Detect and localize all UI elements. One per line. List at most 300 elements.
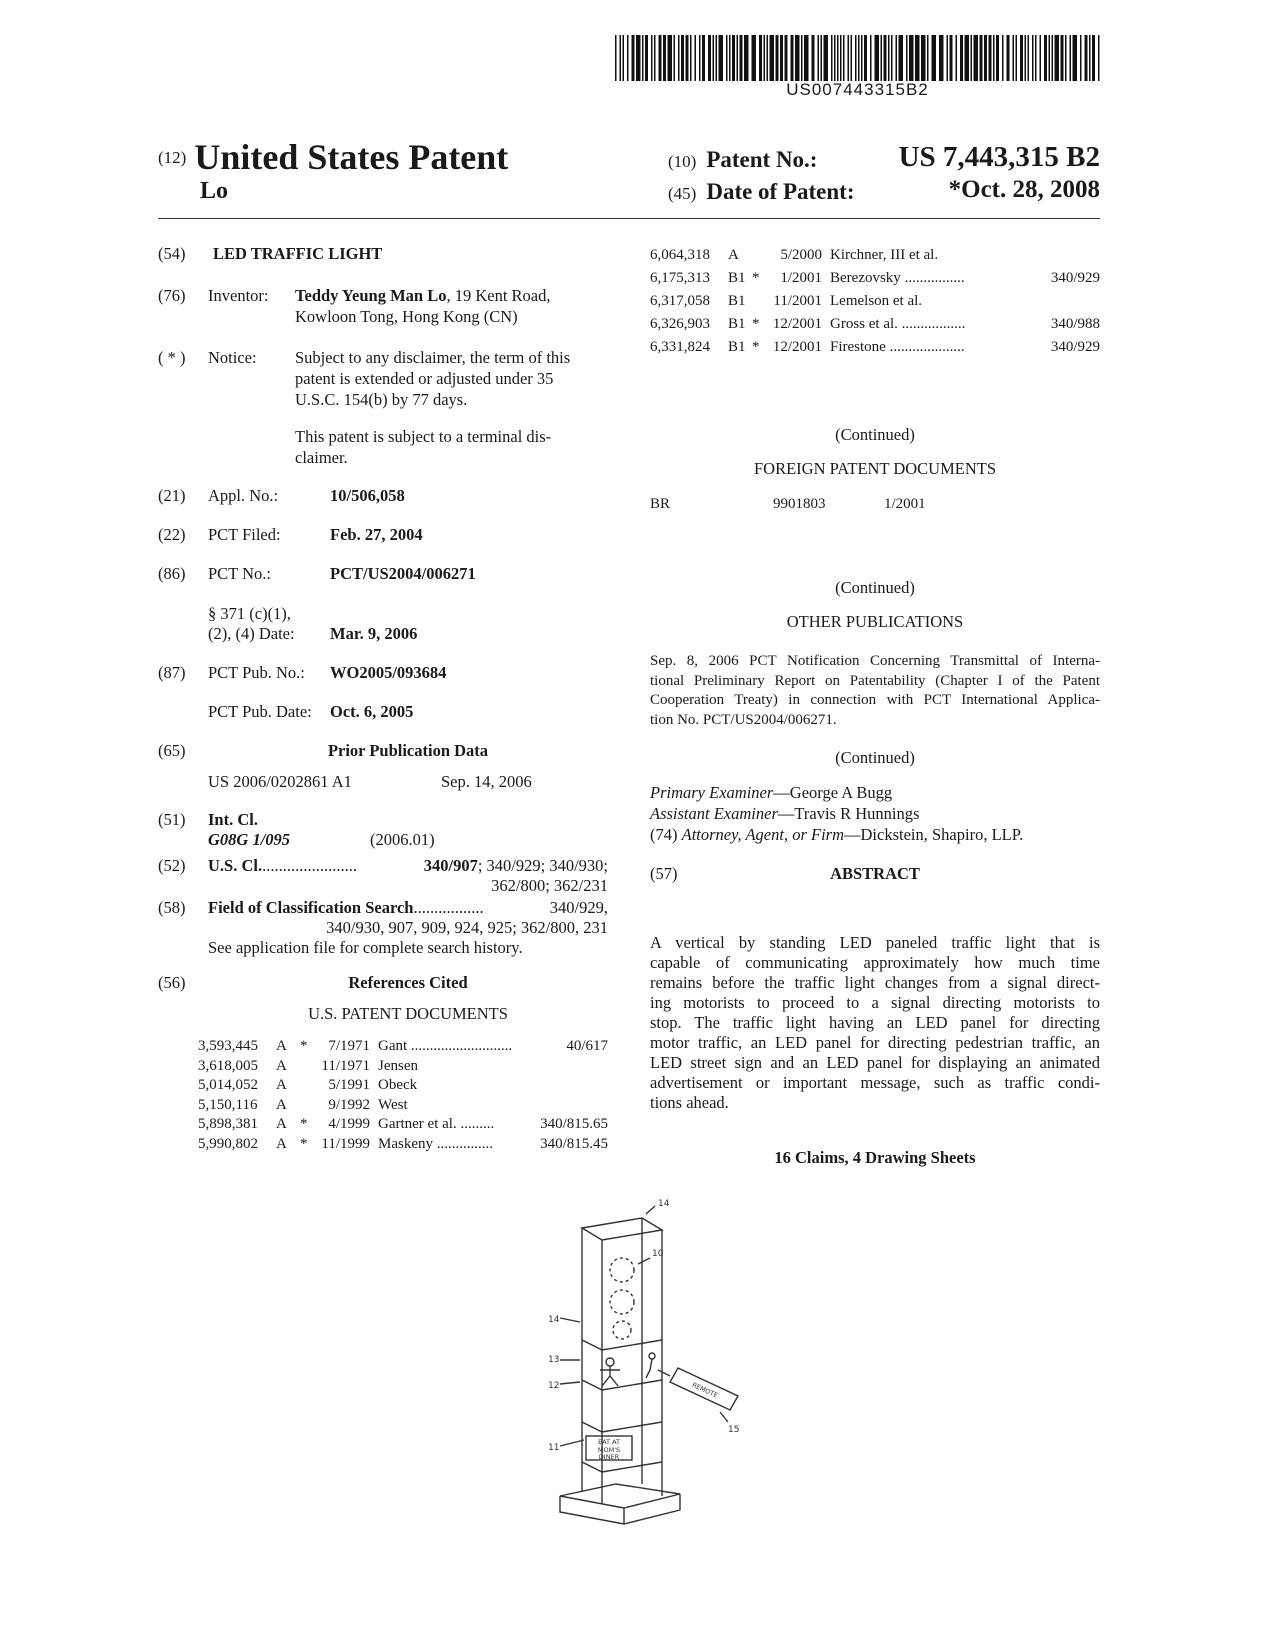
reference-row [198, 1135, 608, 1155]
field-54 [158, 244, 608, 264]
barcode-bar [645, 35, 648, 81]
ref-13: 13 [548, 1355, 560, 1365]
barcode-bar [726, 35, 728, 81]
ref-kind: A [276, 1116, 287, 1132]
barcode-bar [950, 35, 953, 81]
barcode-bar [993, 35, 995, 81]
int-cl-version: (2006.01) [370, 830, 435, 849]
barcode [615, 35, 1100, 81]
continued-1: (Continued) [835, 425, 915, 444]
code-86: (86) [158, 564, 186, 583]
ref-class [1096, 290, 1100, 313]
barcode-bar [708, 35, 711, 81]
ref-10: 10 [652, 1249, 664, 1259]
barcode-bar [785, 35, 788, 81]
field-87 [158, 663, 608, 721]
patent-title: United States Patent [194, 137, 509, 177]
ref-number: 5,014,052 [198, 1077, 258, 1093]
int-cl-label: Int. Cl. [208, 810, 258, 829]
ref-dots: ................. [897, 316, 966, 332]
field-search-label: Field of Classification Search [208, 898, 414, 917]
primary-examiner [650, 782, 1100, 803]
field-search-dots: ................. [413, 898, 484, 917]
inventor-address-2: Kowloon Tong, Hong Kong (CN) [295, 307, 518, 326]
kind-code-12: (12) [158, 148, 187, 167]
notice-line: This patent is subject to a terminal dis- [295, 427, 552, 446]
inventor-name: Teddy Yeung Man Lo [295, 286, 447, 305]
ref-dots: .................... [885, 339, 965, 355]
assistant-examiner [650, 803, 1100, 824]
barcode-bar [980, 35, 983, 81]
barcode-bar [864, 35, 867, 81]
ref-name: Gartner et al. [378, 1116, 457, 1132]
ref-kind: A [276, 1096, 287, 1113]
ref-number: 6,317,058 [650, 293, 710, 309]
pedestrian-legs [602, 1376, 618, 1386]
barcode-bar [960, 35, 963, 81]
ref-kind: B1 [728, 339, 746, 355]
field-search-value-1: 340/929, [549, 898, 608, 917]
barcode-bar [713, 35, 715, 81]
barcode-bar [831, 35, 833, 81]
leader-14b [560, 1318, 580, 1322]
reference-row [650, 244, 1100, 267]
code-76: (76) [158, 286, 186, 305]
pct-filed-value: Feb. 27, 2004 [330, 525, 423, 544]
ref-15: 15 [728, 1425, 740, 1435]
patent-date: *Oct. 28, 2008 [948, 176, 1100, 203]
ref-date: 5/1991 [328, 1077, 370, 1093]
ref-name-wrap [378, 1037, 562, 1057]
appl-no-value: 10/506,058 [330, 486, 405, 505]
barcode-bar [737, 35, 739, 81]
barcode-bar [956, 35, 958, 81]
barcode-bar [716, 35, 718, 81]
barcode-bar [1092, 35, 1095, 81]
pct-filed-label: PCT Filed: [208, 525, 281, 544]
reference-row [198, 1076, 608, 1096]
field-search-line [208, 898, 608, 918]
notice-text [295, 347, 608, 468]
sign-line-1: EAT AT [598, 1438, 620, 1446]
ref-date: 1/2001 [780, 270, 822, 286]
other-publications [650, 652, 1100, 730]
section-371-line-1: § 371 (c)(1), [208, 604, 291, 623]
barcode-bar [1089, 35, 1091, 81]
ref-class: 340/815.45 [540, 1135, 608, 1152]
other-pub-line: tional Preliminary Report on Patentability (Chapter I of the Patent [650, 672, 1100, 689]
code-notice: ( * ) [158, 348, 186, 367]
reference-row [650, 313, 1100, 336]
us-cl-main: 340/907 [423, 856, 478, 875]
ref-name: Lemelson et al. [830, 293, 923, 309]
barcode-bar [1049, 35, 1051, 81]
prior-pub-date: Sep. 14, 2006 [441, 772, 532, 791]
barcode-bar [690, 35, 692, 81]
barcode-bar [752, 35, 757, 81]
other-pub-heading: OTHER PUBLICATIONS [786, 612, 964, 631]
barcode-bar [681, 35, 684, 81]
ref-class: 340/929 [1050, 270, 1100, 286]
ref-kind: B1 [728, 316, 746, 332]
field-58 [158, 898, 608, 957]
inventor-label: Inventor: [208, 286, 269, 305]
barcode-bar [719, 35, 724, 81]
inventor-value [295, 285, 615, 327]
barcode-number: US007443315B2 [786, 80, 929, 99]
ref-class [1096, 244, 1100, 267]
patent-drawing [520, 1200, 780, 1560]
pct-pub-no-label: PCT Pub. No.: [208, 663, 305, 682]
ref-date: 4/1999 [328, 1116, 370, 1132]
ref-kind: A [276, 1057, 287, 1074]
ref-class: 40/617 [566, 1038, 608, 1054]
ref-name: Jensen [378, 1057, 418, 1074]
barcode-bar [906, 35, 908, 81]
us-cl-label: U.S. Cl. [208, 856, 263, 875]
barcode-bar [615, 35, 617, 81]
abstract-heading: ABSTRACT [830, 864, 920, 883]
ref-kind: B1 [728, 270, 746, 286]
reference-row [650, 290, 1100, 313]
prior-pub-number: US 2006/0202861 A1 [208, 772, 352, 791]
barcode-bar [1013, 35, 1015, 81]
ref-star: * [752, 316, 760, 332]
other-pub-line: Cooperation Treaty) in connection with PCT International Applica- [650, 692, 1100, 708]
barcode-bar [984, 35, 987, 81]
traffic-light-drawing [520, 1200, 780, 1560]
notice-line: patent is extended or adjusted under 35 [295, 369, 554, 388]
leader-15 [720, 1412, 728, 1422]
field-22 [158, 525, 608, 545]
pct-pub-date-value: Oct. 6, 2005 [330, 702, 414, 721]
barcode-bar [1002, 35, 1004, 81]
code-56: (56) [158, 973, 186, 992]
other-pub-line: tion No. PCT/US2004/006271. [650, 711, 837, 728]
barcode-bar [881, 35, 883, 81]
ref-name: Firestone [830, 339, 886, 355]
barcode-bar [674, 35, 676, 81]
light-2 [610, 1290, 634, 1314]
barcode-bar [1032, 35, 1034, 81]
field-51 [158, 810, 608, 849]
tower-top [582, 1218, 662, 1240]
code-22: (22) [158, 525, 186, 544]
ref-star [300, 1076, 314, 1096]
primary-examiner-label: Primary Examiner [650, 783, 774, 802]
barcode-bar [1016, 35, 1018, 81]
foreign-date: 1/2001 [884, 496, 926, 512]
barcode-bar [780, 35, 783, 81]
ref-kind: A [276, 1038, 287, 1054]
barcode-bar [740, 35, 743, 81]
right-references-list [650, 244, 1100, 359]
ref-14b: 14 [548, 1315, 560, 1325]
ref-number: 5,898,381 [198, 1116, 258, 1132]
ref-name-wrap [378, 1135, 536, 1155]
ref-date: 12/2001 [772, 316, 822, 332]
code-87: (87) [158, 663, 186, 682]
abstract-line: stop. The traffic light having an LED panel for directing [650, 1013, 1100, 1032]
ref-star: * [300, 1116, 308, 1132]
abstract-heading-row [650, 864, 1100, 884]
barcode-bar [855, 35, 857, 81]
barcode-bar [767, 35, 769, 81]
ref-class: 340/929 [1050, 339, 1100, 355]
patent-no-label: Patent No.: [706, 147, 818, 172]
other-pub-line: Sep. 8, 2006 PCT Notification Concerning Transmittal of Interna- [650, 653, 1100, 669]
barcode-bar [1040, 35, 1042, 81]
ref-kind: A [728, 247, 739, 263]
inventor-address-1: , 19 Kent Road, [446, 286, 551, 305]
barcode-bar [939, 35, 944, 81]
light-3 [613, 1321, 631, 1339]
barcode-bar [851, 35, 853, 81]
continued-2: (Continued) [835, 578, 915, 597]
reference-row [650, 336, 1100, 359]
panel-divider-1 [582, 1340, 662, 1350]
barcode-bar [996, 35, 999, 81]
ref-name-wrap [378, 1076, 604, 1096]
barcode-bar [659, 35, 662, 81]
invention-title: LED TRAFFIC LIGHT [213, 244, 383, 263]
leader-10 [638, 1258, 650, 1264]
barcode-bar [932, 35, 937, 81]
barcode-bar [1028, 35, 1030, 81]
barcode-bar [837, 35, 839, 81]
barcode-bar [699, 35, 701, 81]
ref-star: * [300, 1038, 308, 1054]
barcode-bar [729, 35, 731, 81]
abstract-line: ing motorists to proceed to a signal directing motorists to [650, 993, 1100, 1012]
barcode-bar [843, 35, 845, 81]
ref-star: * [752, 270, 760, 286]
leader-14a [646, 1206, 655, 1214]
barcode-bar [1025, 35, 1027, 81]
field-56 [158, 973, 608, 1023]
us-cl-rest: ; 340/929; 340/930; [477, 856, 608, 875]
ref-star [300, 1057, 314, 1077]
leader-11 [560, 1440, 584, 1446]
barcode-bar [915, 35, 920, 81]
code-21: (21) [158, 486, 186, 505]
pct-no-value: PCT/US2004/006271 [330, 564, 476, 583]
ref-star: * [300, 1135, 308, 1152]
remote-label: REMOTE [690, 1380, 719, 1400]
attorney [650, 824, 1100, 845]
patent-number: US 7,443,315 B2 [898, 141, 1100, 173]
pct-pub-no-value: WO2005/093684 [330, 663, 447, 682]
ref-class: 340/988 [1050, 316, 1100, 332]
barcode-bar [668, 35, 673, 81]
barcode-bar [974, 35, 979, 81]
pedestrian-head [606, 1358, 614, 1366]
barcode-bar [795, 35, 800, 81]
ref-star [300, 1096, 314, 1116]
notice-line: Subject to any disclaimer, the term of this [295, 348, 571, 367]
us-cl-line [208, 856, 608, 876]
barcode-bar [875, 35, 880, 81]
ref-name-wrap [830, 336, 1047, 359]
ref-date: 7/1971 [328, 1038, 370, 1054]
ref-name-wrap [378, 1096, 604, 1116]
barcode-bar [848, 35, 850, 81]
field-search-line-3: See application file for complete search history. [208, 938, 523, 957]
ref-name-wrap [830, 290, 1096, 313]
abstract-line: A vertical by standing LED paneled traffic light that is [650, 933, 1100, 952]
barcode-bar [804, 35, 809, 81]
barcode-bar [840, 35, 842, 81]
attorney-label: Attorney, Agent, or Firm [681, 825, 845, 844]
prior-pub-heading: Prior Publication Data [327, 741, 489, 760]
notice-line: claimer. [295, 448, 348, 467]
ref-name-wrap [830, 313, 1047, 336]
ref-date: 9/1992 [328, 1096, 370, 1113]
abstract-line: advertisement or important message, such as traffic condi- [650, 1073, 1100, 1092]
leader-12 [560, 1382, 580, 1384]
barcode-bar [627, 35, 629, 81]
barcode-bar [921, 35, 926, 81]
barcode-bar [1035, 35, 1037, 81]
reference-row [198, 1096, 608, 1116]
int-cl-value: G08G 1/095 [208, 830, 291, 849]
assistant-examiner-label: Assistant Examiner [650, 804, 778, 823]
barcode-bar [686, 35, 689, 81]
reference-row [198, 1115, 608, 1135]
code-57: (57) [650, 864, 678, 883]
ref-name: Gross et al. [830, 316, 898, 332]
barcode-bar [744, 35, 749, 81]
barcode-bar [702, 35, 705, 81]
field-76 [158, 285, 608, 326]
barcode-bar [899, 35, 904, 81]
ref-name: Obeck [378, 1077, 418, 1093]
barcode-bar [861, 35, 863, 81]
ref-number: 5,990,802 [198, 1135, 258, 1152]
barcode-bar [824, 35, 829, 81]
code-65: (65) [158, 741, 186, 760]
date-label: Date of Patent: [706, 179, 855, 204]
section-371-date: Mar. 9, 2006 [330, 624, 418, 643]
barcode-bar [971, 35, 973, 81]
barcode-bar [989, 35, 992, 81]
references-heading: References Cited [348, 973, 468, 992]
left-references-list [198, 1037, 608, 1154]
abstract-line: remains before the traffic light changes from a signal direct- [650, 973, 1100, 992]
code-54: (54) [158, 244, 186, 263]
barcode-bar [1080, 35, 1082, 81]
panel-divider-4 [582, 1462, 662, 1472]
barcode-bar [812, 35, 815, 81]
attorney-code: (74) [650, 825, 682, 844]
remote-antenna [658, 1370, 670, 1376]
ref-class [604, 1057, 608, 1077]
section-371-line-2: (2), (4) Date: [208, 624, 295, 643]
ref-dots: ................ [900, 270, 965, 286]
ref-kind: B1 [728, 293, 746, 309]
barcode-bar [1055, 35, 1060, 81]
barcode-bar [623, 35, 625, 81]
barcode-bar [732, 35, 735, 81]
barcode-bar [1052, 35, 1054, 81]
pct-no-label: PCT No.: [208, 564, 271, 583]
ref-date: 12/2001 [772, 339, 822, 355]
barcode-bar [791, 35, 794, 81]
ref-name-wrap [378, 1115, 536, 1135]
ref-date: 11/1999 [321, 1135, 370, 1152]
walker-body [646, 1359, 652, 1378]
ref-name: Maskeny [378, 1135, 433, 1152]
ref-kind: A [276, 1077, 287, 1093]
barcode-bar [947, 35, 949, 81]
ref-name: Kirchner, III et al. [830, 247, 939, 263]
ref-dots: ......... [456, 1116, 495, 1132]
barcode-bar [927, 35, 929, 81]
barcode-bar [896, 35, 898, 81]
barcode-bar [663, 35, 666, 81]
ref-number: 5,150,116 [198, 1096, 258, 1113]
us-cl-line-2: 362/800; 362/231 [491, 876, 608, 895]
examiners [650, 782, 1100, 845]
barcode-bar [776, 35, 779, 81]
ref-class [604, 1076, 608, 1096]
ref-11: 11 [548, 1443, 560, 1453]
date-line [668, 176, 1100, 209]
reference-row [650, 267, 1100, 290]
ref-number: 3,618,005 [198, 1057, 258, 1074]
assistant-examiner-name: —Travis R Hunnings [777, 804, 920, 823]
ref-14a: 14 [658, 1199, 670, 1209]
barcode-bar [764, 35, 766, 81]
notice-label: Notice: [208, 348, 257, 367]
barcode-bar [821, 35, 823, 81]
pct-pub-date-label: PCT Pub. Date: [208, 702, 312, 721]
barcode-bar [1070, 35, 1072, 81]
field-52 [158, 856, 608, 895]
field-21 [158, 486, 608, 506]
field-notice [158, 347, 608, 467]
ref-date: 5/2000 [780, 247, 822, 263]
header-divider [158, 218, 1100, 219]
ref-dots: ............... [433, 1135, 493, 1152]
barcode-bar [870, 35, 872, 81]
barcode-bar [654, 35, 656, 81]
sign-line-2: MOM'S [597, 1446, 621, 1454]
ref-class [604, 1096, 608, 1116]
ref-date: 11/2001 [773, 293, 822, 309]
barcode-bar [632, 35, 635, 81]
continued-3: (Continued) [835, 748, 915, 767]
barcode-bar [1007, 35, 1010, 81]
ref-date: 11/1971 [321, 1057, 370, 1074]
foreign-number: 9901803 [773, 496, 826, 512]
walker-head [649, 1353, 655, 1359]
barcode-bar [1020, 35, 1023, 81]
barcode-bar [651, 35, 653, 81]
code-58: (58) [158, 898, 186, 917]
abstract-line: LED street sign and an LED panel for displaying an animated [650, 1053, 1100, 1072]
attorney-name: —Dickstein, Shapiro, LLP. [844, 825, 1024, 844]
barcode-graphic [615, 35, 1100, 81]
barcode-bar [888, 35, 890, 81]
ref-class: 340/815.65 [540, 1116, 608, 1132]
ref-number: 6,175,313 [650, 270, 710, 286]
foreign-country: BR [650, 496, 671, 512]
notice-line: U.S.C. 154(b) by 77 days. [295, 390, 468, 409]
ref-name-wrap [830, 267, 1047, 290]
barcode-bar [636, 35, 641, 81]
ref-number: 6,326,903 [650, 316, 710, 332]
